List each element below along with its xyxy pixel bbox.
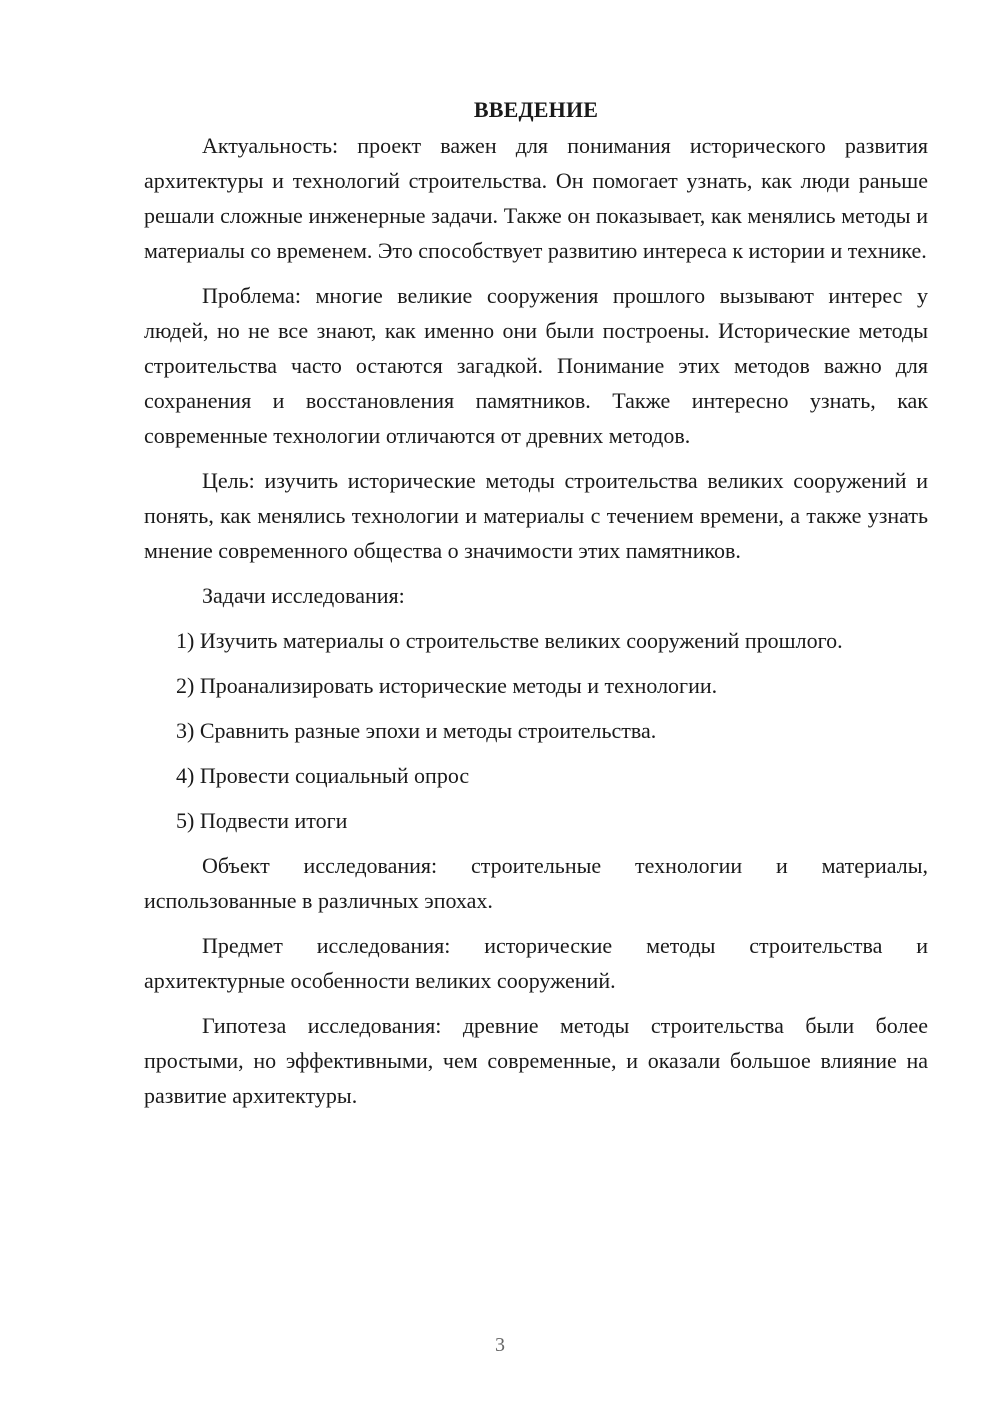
paragraph-problem: Проблема: многие великие сооружения прошлого вызывают интерес у людей, но не все знают, как именно они были построены. Исторические методы строительства часто остаются загадкой. Понимание этих методов важно для сохранения и восстановления памятников. Также интересно узнать, как современные технологии отличаются от древних методов.	[144, 283, 928, 448]
task-item-1: 1) Изучить материалы о строительстве великих сооружений прошлого.	[176, 628, 843, 653]
paragraph-object: Объект исследования: строительные технологии и материалы, использованные в различных эпохах.	[144, 853, 928, 913]
paragraph-relevance: Актуальность: проект важен для понимания исторического развития архитектуры и технологий строительства. Он помогает узнать, как люди раньше решали сложные инженерные задачи. Также он показывает, как менялись методы и материалы со временем. Это способствует развитию интереса к истории и технике.	[144, 133, 928, 263]
paragraph-goal: Цель: изучить исторические методы строительства великих сооружений и понять, как менялись технологии и материалы с течением времени, а также узнать мнение современного общества о значимости этих памятников.	[144, 468, 928, 563]
page-number: 3	[495, 1334, 505, 1356]
task-item-5: 5) Подвести итоги	[176, 808, 348, 833]
tasks-title: Задачи исследования:	[202, 583, 405, 608]
document-page	[144, 92, 928, 1123]
page-title: ВВЕДЕНИЕ	[473, 97, 599, 122]
task-item-4: 4) Провести социальный опрос	[176, 763, 470, 788]
paragraph-hypothesis: Гипотеза исследования: древние методы строительства были более простыми, но эффективными, чем современные, и оказали большое влияние на развитие архитектуры.	[144, 1013, 928, 1108]
paragraph-subject: Предмет исследования: исторические методы строительства и архитектурные особенности великих сооружений.	[144, 933, 928, 993]
task-item-2: 2) Проанализировать исторические методы и технологии.	[176, 673, 718, 698]
task-item-3: 3) Сравнить разные эпохи и методы строительства.	[176, 718, 657, 743]
